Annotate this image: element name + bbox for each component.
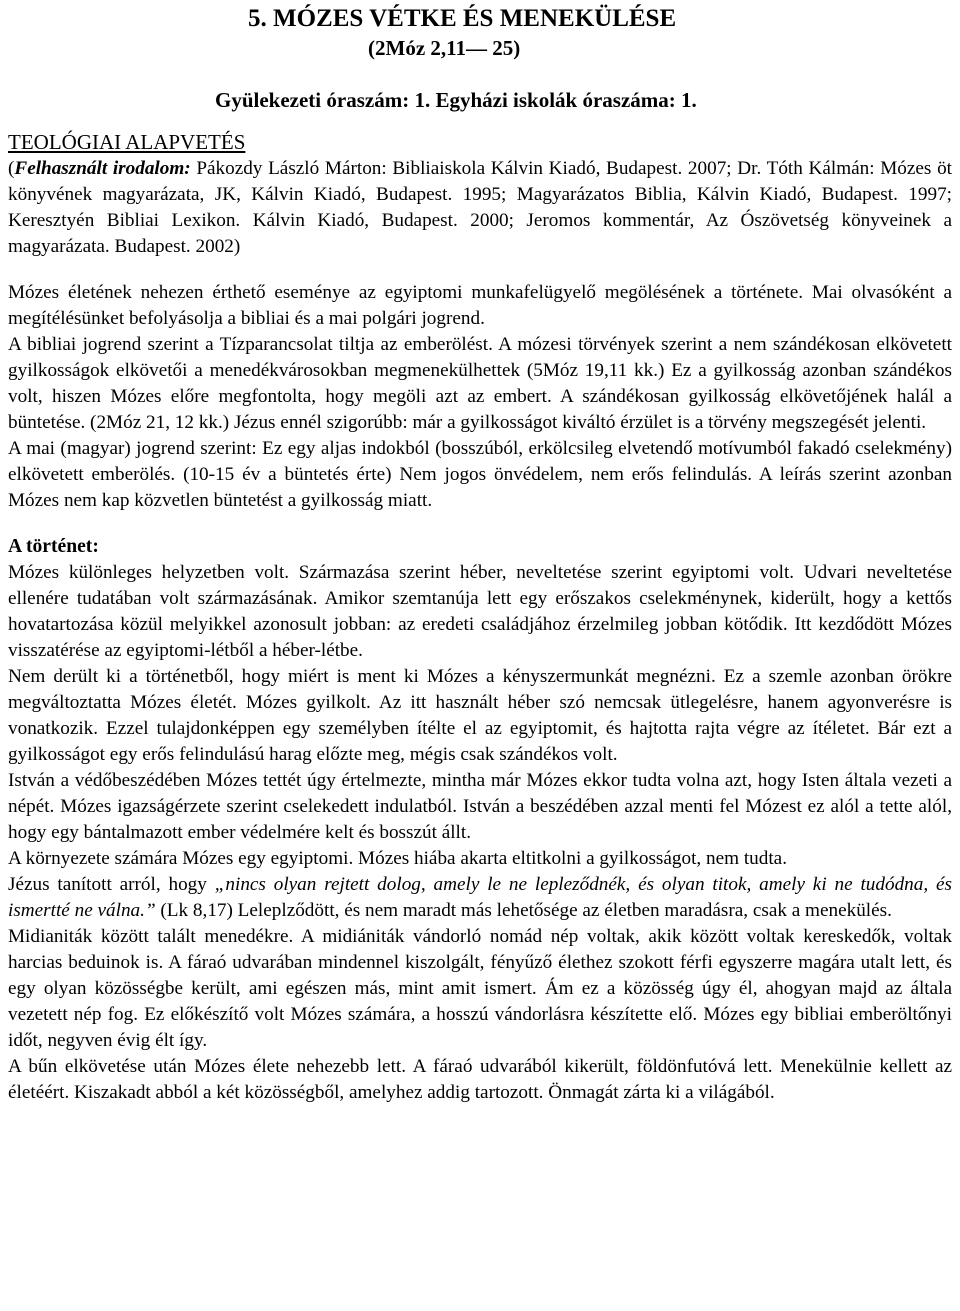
jesus-quote-after: (Lk 8,17) Leleplződött, és nem maradt más lehetősége az életben maradásra, csak a menekülés. bbox=[155, 900, 892, 921]
jesus-quote-paragraph bbox=[8, 872, 952, 924]
literature-label: Felhasznált irodalom: bbox=[14, 158, 191, 179]
theology-heading: TEOLÓGIAI ALAPVETÉS bbox=[8, 130, 246, 154]
spacer bbox=[8, 260, 952, 280]
jesus-quote: „nincs olyan rejtett dolog, amely le ne lepleződnék, és olyan titok, amely ki ne tudódna, és ismertté ne válna.” bbox=[8, 874, 952, 921]
story-paragraph: A bűn elkövetése után Mózes élete nehezebb lett. A fáraó udvarából kikerült, földönfutóvá lett. Menekülnie kellett az életéért. Kiszakadt abból a két közösségből, amelyhez addig tartozott. Önmagát zárta ki a világából. bbox=[8, 1056, 952, 1103]
intro-paragraph: A bibliai jogrend szerint a Tízparancsolat tiltja az emberölést. A mózesi törvények szerint a nem szándékosan elkövetett gyilkosságok elkövetői a menedékvárosokban megmenekülhettek (5Móz 19,11 kk.) Ez a gyilkosság azonban szándékos volt, hiszen Mózes előre megfontolta, hogy megöli azt az embert. A szándékosan gyilkosság elkövetőjének halál a büntetése. (2Móz 21, 12 kk.) Jézus ennél szigorúbb: már a gyilkosságot kiváltó érzület is a törvény megszegését jelenti. bbox=[8, 334, 952, 433]
lesson-hours: Gyülekezeti óraszám: 1. Egyházi iskolák óraszáma: 1. bbox=[215, 88, 697, 112]
jesus-quote-intro: Jézus tanított arról, hogy bbox=[8, 874, 215, 895]
literature-open: ( bbox=[8, 158, 15, 179]
scripture-reference: (2Móz 2,11― 25) bbox=[368, 36, 521, 60]
story-paragraph: A környezete számára Mózes egy egyiptomi. Mózes hiába akarta eltitkolni a gyilkosságot, nem tudta. bbox=[8, 848, 787, 869]
spacer bbox=[8, 514, 952, 534]
document-page bbox=[0, 4, 960, 1106]
story-paragraph: Mózes különleges helyzetben volt. Származása szerint héber, neveltetése szerint egyiptomi volt. Udvari neveltetése ellenére tudatában volt származásának. Amikor szemtanúja lett egy erőszakos cselekménynek, kiderült, hogy a kettős hovatartozása közül melyikkel azonosult jobban: az eredeti családjához érzelmileg jobban kötődik. Itt kezdődött Mózes visszatérése az egyiptomi-létből a héber-létbe. bbox=[8, 562, 952, 661]
story-paragraph: István a védőbeszédében Mózes tettét úgy értelmezte, mintha már Mózes ekkor tudta volna azt, hogy Isten általa vezeti a népét. Mózes igazságérzete szerint cselekedett indulatból. István a beszédében azzal menti fel Mózest ez alól a tette alól, hogy egy bántalmazott ember védelmére kelt és bosszút állt. bbox=[8, 770, 952, 843]
literature-text: Pákozdy László Márton: Bibliaiskola Kálvin Kiadó, Budapest. 2007; Dr. Tóth Kálmán: Mózes öt könyvének magyarázata, JK, Kálvin Kiadó, Budapest. 1995; Magyarázatos Biblia, Kálvin Kiadó, Budapest. 1997; Keresztyén Bibliai Lexikon. Kálvin Kiadó, Budapest. 2000; Jeromos kommentár, Az Ószövetség könyveinek a magyarázata. Budapest. 2002) bbox=[8, 158, 952, 257]
story-paragraph: Nem derült ki a történetből, hogy miért is ment ki Mózes a kényszermunkát megnézni. Ez a szemle azonban örökre megváltoztatta Mózes életét. Mózes gyilkolt. Az itt használt héber szó nemcsak ütlegelésre, hanem agyonverésre is vonatkozik. Ezzel tulajdonképpen egy személyben ítélte el az egyiptomit, és hajtotta rajta végre az ítéletet. Bár ezt a gyilkosságot egy erős felindulású harag előzte meg, mégis csak szándékos volt. bbox=[8, 666, 952, 765]
intro-paragraph: Mózes életének nehezen érthető eseménye az egyiptomi munkafelügyelő megölésének a története. Mai olvasóként a megítélésünket befolyásolja a bibliai és a mai polgári jogrend. bbox=[8, 282, 952, 329]
document-title: 5. MÓZES VÉTKE ÉS MENEKÜLÉSE bbox=[248, 5, 677, 32]
intro-paragraph: A mai (magyar) jogrend szerint: Ez egy aljas indokból (bosszúból, erkölcsileg elvetendő motívumból fakadó cselekmény) elkövetett emberölés. (10-15 év a büntetés érte) Nem jogos önvédelem, nem erős felindulás. A leírás szerint azonban Mózes nem kap közvetlen büntetést a gyilkosság miatt. bbox=[8, 438, 952, 511]
story-heading: A történet: bbox=[8, 536, 99, 557]
literature-paragraph bbox=[8, 156, 952, 260]
story-paragraph: Midianiták között talált menedékre. A midiániták vándorló nomád nép voltak, akik között voltak kereskedők, voltak harcias beduinok is. A fáraó udvarában mindennel kiszolgált, fényűző élethez szokott férfi egyszerre magára utalt lett, és egy olyan közösségbe került, ami egészen más, mint amit ismert. Ám ez a közösség úgy él, ahogyan majd az általa vezetett nép fog. Ez előkészítő volt Mózes számára, a hosszú vándorlásra készítette elő. Mózes egy bibliai emberöltőnyi időt, negyven évig élt így. bbox=[8, 926, 952, 1051]
